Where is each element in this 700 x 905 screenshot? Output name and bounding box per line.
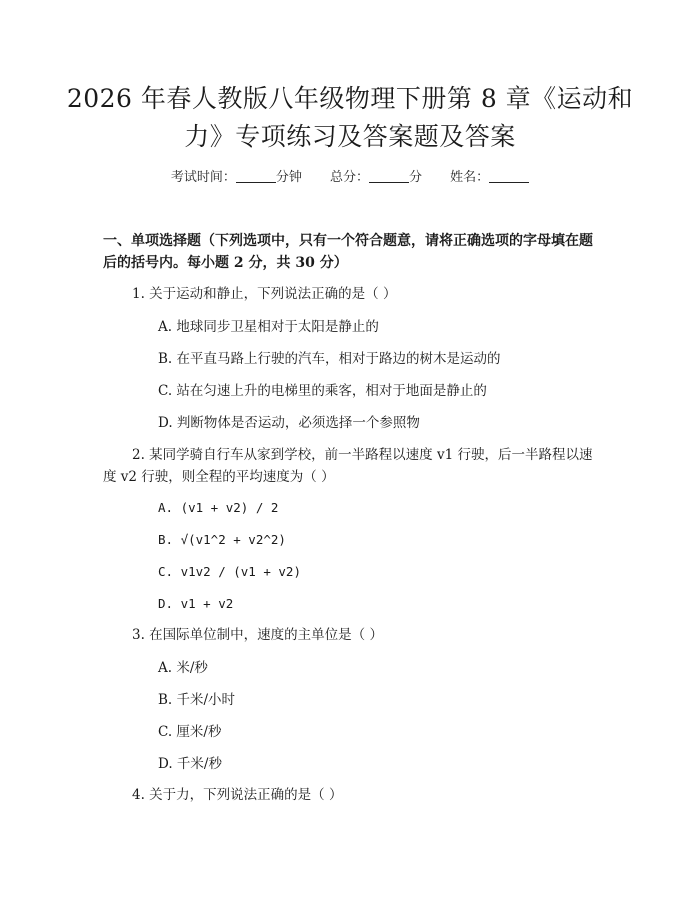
section-heading: 一、单项选择题（下列选项中，只有一个符合题意，请将正确选项的字母填在题后的括号内。每小题 2 分，共 30 分） [103,233,593,271]
q1-option-a: A. 地球同步卫星相对于太阳是静止的 [158,319,379,335]
document-title: 2026 年春人教版八年级物理下册第 8 章《运动和力》专项练习及答案题及答案 [66,84,634,151]
q3-option-a: A. 米/秒 [158,660,208,676]
time-blank [236,170,276,183]
score-unit: 分 [409,170,423,185]
exam-time [171,170,306,185]
time-label: 考试时间： [170,170,236,185]
q3-option-d: D. 千米/秒 [158,756,222,772]
time-unit: 分钟 [275,170,302,185]
student-name [450,170,529,185]
q1-option-b: B. 在平直马路上行驶的汽车，相对于路边的树木是运动的 [158,351,501,367]
score-blank [369,170,409,183]
q2-option-a: A. (v1 + v2) / 2 [158,500,279,515]
q1-option-c: C. 站在匀速上升的电梯里的乘客，相对于地面是静止的 [158,383,487,399]
question-1: 1. 关于运动和静止，下列说法正确的是（ ） [132,286,397,302]
q3-option-c: C. 厘米/秒 [158,724,222,740]
exam-meta [0,166,700,185]
question-4: 4. 关于力，下列说法正确的是（ ） [132,787,343,803]
name-blank [489,170,529,183]
q2-option-d: D. v1 + v2 [158,596,234,611]
score-label: 总分： [329,170,369,185]
q2-option-b: B. √(v1^2 + v2^2) [158,532,286,547]
exam-score [330,170,426,185]
q3-option-b: B. 千米/小时 [158,692,236,708]
question-2: 2. 某同学骑自行车从家到学校，前一半路程以速度 v1 行驶，后一半路程以速度 v2 行驶，则全程的平均速度为（ ） [103,447,593,485]
question-3: 3. 在国际单位制中，速度的主单位是（ ） [132,627,383,643]
q2-option-c: C. v1v2 / (v1 + v2) [158,564,301,579]
q1-option-d: D. 判断物体是否运动，必须选择一个参照物 [158,415,420,431]
name-label: 姓名： [450,170,490,185]
